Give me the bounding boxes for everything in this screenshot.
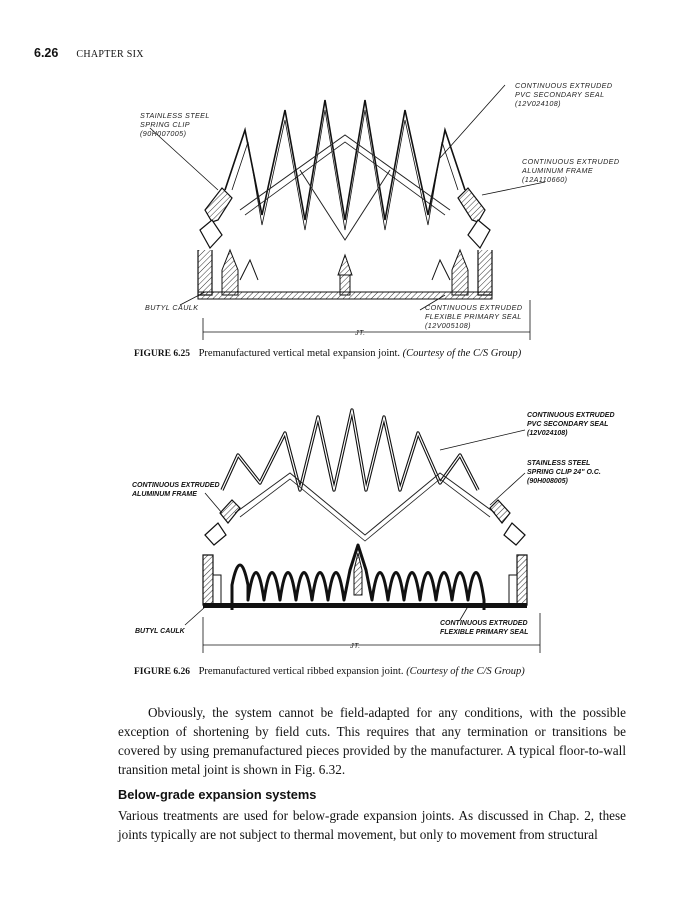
label-pvc-seal-3: (12V024108)	[527, 430, 568, 437]
label-clip-1: STAINLESS STEEL	[140, 111, 210, 120]
label-primary-2: FLEXIBLE PRIMARY SEAL	[440, 629, 529, 636]
figure-6-25-drawing	[0, 70, 675, 345]
pvc-secondary-seal	[225, 100, 465, 220]
paragraph-field-adaptation: Obviously, the system cannot be field-adapted for any conditions, with the possible exception of shortening by field cuts. This requires that any termination or transitions be covered by using premanufactured pieces provided by the manufacturer. A typical floor-to-wall transition metal joint is shown in Fig. 6.32.	[118, 705, 626, 777]
label-pvc-seal-3: (12V024108)	[515, 99, 561, 108]
label-butyl-caulk: BUTYL CAULK	[145, 303, 199, 312]
label-jt: JT.	[350, 641, 361, 650]
label-pvc-seal-1: CONTINUOUS EXTRUDED	[527, 412, 615, 419]
right-aluminum-frame	[490, 500, 527, 605]
right-aluminum-frame	[452, 188, 492, 295]
label-butyl-caulk: BUTYL CAULK	[135, 628, 185, 635]
paragraph-below-grade: Various treatments are used for below-grade expansion joints. As discussed in Chap. 2, these joints typically are not subject to thermal movement, but only to movement from structural	[118, 808, 626, 842]
caption-text: Premanufactured vertical metal expansion joint.	[198, 348, 401, 359]
label-clip-3: (90H007005)	[140, 129, 187, 138]
label-frame-1: CONTINUOUS EXTRUDED	[132, 482, 220, 489]
label-clip-3: (90H008005)	[527, 478, 568, 485]
label-clip-2: SPRING CLIP	[140, 120, 190, 129]
caption-credit: (Courtesy of the C/S Group)	[406, 666, 525, 677]
figure-6-25-caption	[134, 348, 521, 359]
label-pvc-seal-1: CONTINUOUS EXTRUDED	[515, 81, 613, 90]
section-heading: Below-grade expansion systems	[118, 787, 317, 802]
running-header	[34, 44, 144, 62]
label-pvc-seal-2: PVC SECONDARY SEAL	[527, 421, 609, 428]
label-primary-1: CONTINUOUS EXTRUDED	[425, 303, 523, 312]
chapter-title: CHAPTER SIX	[76, 49, 144, 60]
left-aluminum-frame	[198, 188, 238, 295]
label-pvc-seal-2: PVC SECONDARY SEAL	[515, 90, 605, 99]
label-primary-1: CONTINUOUS EXTRUDED	[440, 620, 528, 627]
label-clip-1: STAINLESS STEEL	[527, 460, 591, 467]
label-frame-2: ALUMINUM FRAME	[132, 491, 197, 498]
pvc-secondary-seal	[222, 410, 478, 490]
figure-number: FIGURE 6.26	[134, 667, 190, 677]
label-frame-3: (12A110660)	[522, 175, 568, 184]
primary-seal-base	[198, 292, 492, 299]
left-aluminum-frame	[203, 500, 240, 605]
label-frame-2: ALUMINUM FRAME	[522, 166, 594, 175]
caption-text: Premanufactured vertical ribbed expansion joint.	[198, 666, 404, 677]
label-frame-1: CONTINUOUS EXTRUDED	[522, 157, 620, 166]
caption-credit: (Courtesy of the C/S Group)	[402, 348, 522, 359]
label-jt: JT.	[355, 328, 366, 337]
figure-number: FIGURE 6.25	[134, 349, 190, 359]
page-number: 6.26	[34, 46, 59, 60]
label-primary-2: FLEXIBLE PRIMARY SEAL	[425, 312, 522, 321]
label-primary-3: (12V005108)	[425, 321, 471, 330]
figure-6-26-caption	[134, 666, 525, 677]
label-clip-2: SPRING CLIP 24" O.C.	[527, 469, 601, 476]
figure-6-26-drawing	[0, 395, 675, 660]
